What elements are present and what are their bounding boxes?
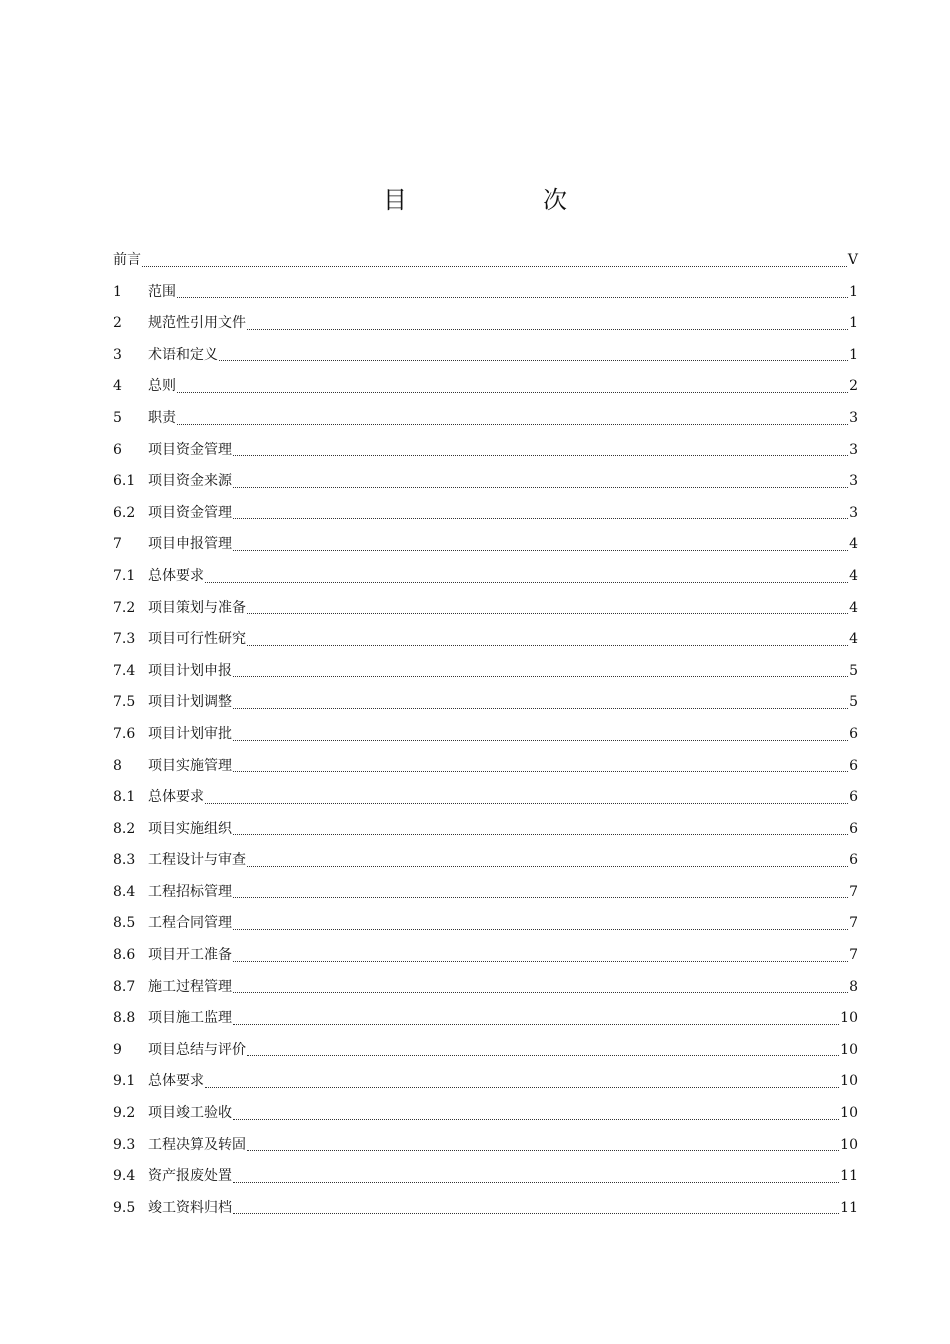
- toc-entry-label: 工程决算及转固: [148, 1136, 246, 1153]
- toc-entry-number: 8.1: [113, 789, 136, 806]
- toc-entry-number: 8.3: [113, 852, 136, 869]
- toc-entry[interactable]: [113, 1161, 858, 1193]
- toc-entry-number: 9.1: [113, 1073, 136, 1090]
- dot-leader: [142, 254, 847, 268]
- toc-entry[interactable]: [113, 435, 858, 467]
- toc-entry[interactable]: [113, 814, 858, 846]
- toc-entry-page-number: 4: [849, 567, 858, 584]
- toc-entry[interactable]: [113, 277, 858, 309]
- dot-leader: [247, 601, 848, 615]
- toc-entry[interactable]: [113, 656, 858, 688]
- toc-entry-page-number: 3: [849, 409, 858, 426]
- toc-title: 目 次: [383, 186, 623, 214]
- dot-leader: [247, 854, 848, 868]
- toc-entry[interactable]: [113, 1130, 858, 1162]
- toc-entry-number: 2: [113, 315, 122, 332]
- dot-leader: [233, 1170, 839, 1184]
- toc-entry-number: 5: [113, 409, 122, 426]
- toc-entry[interactable]: [113, 751, 858, 783]
- toc-entry-page-number: 5: [849, 694, 858, 711]
- toc-entry[interactable]: [113, 403, 858, 435]
- toc-entry[interactable]: [113, 782, 858, 814]
- toc-entry-page-number: 1: [849, 315, 858, 332]
- dot-leader: [233, 475, 848, 489]
- toc-entry-page-number: 3: [849, 441, 858, 458]
- toc-entry-number: 8.6: [113, 947, 136, 964]
- toc-entry-page-number: 7: [849, 947, 858, 964]
- dot-leader: [233, 1201, 839, 1215]
- dot-leader: [233, 696, 848, 710]
- toc-entry-page-number: 3: [849, 504, 858, 521]
- dot-leader: [233, 506, 848, 520]
- dot-leader: [233, 759, 848, 773]
- toc-entry-number: 8.8: [113, 1010, 136, 1027]
- toc-entry-page-number: 6: [849, 757, 858, 774]
- toc-entry-page-number: 4: [849, 599, 858, 616]
- toc-entry-label: 项目申报管理: [148, 536, 232, 553]
- toc-entry-label: 项目实施组织: [148, 820, 232, 837]
- toc-entry-number: 9.5: [113, 1199, 136, 1216]
- toc-entry[interactable]: [113, 1003, 858, 1035]
- toc-entry-number: 7: [113, 536, 122, 553]
- toc-entry-label: 项目开工准备: [148, 947, 232, 964]
- toc-entry-number: 9: [113, 1041, 122, 1058]
- toc-entry[interactable]: [113, 1098, 858, 1130]
- toc-entry-page-number: 10: [840, 1041, 858, 1058]
- toc-entry-label: 资产报废处置: [148, 1168, 232, 1185]
- dot-leader: [247, 317, 848, 331]
- toc-entry[interactable]: [113, 845, 858, 877]
- toc-entry[interactable]: [113, 908, 858, 940]
- toc-entry-number: 7.4: [113, 662, 136, 679]
- toc-entry-label: 项目策划与准备: [148, 599, 246, 616]
- toc-entry-number: 8: [113, 757, 122, 774]
- toc-entry-page-number: 11: [840, 1199, 858, 1216]
- toc-entry-label: 总体要求: [148, 567, 204, 584]
- toc-entry[interactable]: [113, 719, 858, 751]
- toc-entry[interactable]: [113, 245, 858, 277]
- toc-entry-number: 7.6: [113, 725, 136, 742]
- toc-entry-label: 工程设计与审查: [148, 852, 246, 869]
- dot-leader: [233, 1012, 839, 1026]
- toc-entry-page-number: 6: [849, 789, 858, 806]
- toc-entry-page-number: 6: [849, 725, 858, 742]
- toc-entry[interactable]: [113, 687, 858, 719]
- toc-entry-number: 9.3: [113, 1136, 136, 1153]
- toc-entry-number: 7.2: [113, 599, 136, 616]
- toc-list: [113, 245, 858, 1224]
- toc-entry-label: 工程合同管理: [148, 915, 232, 932]
- toc-entry-label: 前言: [113, 252, 141, 268]
- toc-entry-label: 项目实施管理: [148, 757, 232, 774]
- toc-entry-number: 7.3: [113, 631, 136, 648]
- toc-entry[interactable]: [113, 1193, 858, 1225]
- toc-entry-page-number: 2: [849, 378, 858, 395]
- toc-entry[interactable]: [113, 529, 858, 561]
- dot-leader: [219, 348, 848, 362]
- toc-entry-page-number: 10: [840, 1010, 858, 1027]
- toc-entry-page-number: 7: [849, 915, 858, 932]
- toc-entry-page-number: 10: [840, 1136, 858, 1153]
- dot-leader: [233, 822, 848, 836]
- toc-entry-number: 7.1: [113, 567, 136, 584]
- dot-leader: [233, 664, 848, 678]
- dot-leader: [177, 285, 848, 299]
- toc-entry-number: 6: [113, 441, 122, 458]
- toc-entry-page-number: 1: [849, 346, 858, 363]
- dot-leader: [233, 949, 848, 963]
- toc-entry-label: 术语和定义: [148, 346, 218, 363]
- dot-leader: [177, 412, 848, 426]
- toc-entry-number: 6.2: [113, 504, 136, 521]
- toc-entry-number: 4: [113, 378, 122, 395]
- toc-entry-label: 项目可行性研究: [148, 631, 246, 648]
- toc-entry-label: 项目计划调整: [148, 694, 232, 711]
- toc-entry-page-number: 6: [849, 820, 858, 837]
- dot-leader: [233, 980, 848, 994]
- toc-entry-page-number: 6: [849, 852, 858, 869]
- toc-entry[interactable]: [113, 940, 858, 972]
- toc-entry-number: 8.2: [113, 820, 136, 837]
- toc-entry-page-number: 10: [840, 1073, 858, 1090]
- toc-entry-number: 8.4: [113, 883, 136, 900]
- toc-entry[interactable]: [113, 308, 858, 340]
- toc-entry-page-number: 4: [849, 631, 858, 648]
- toc-entry-page-number: 11: [840, 1168, 858, 1185]
- toc-entry-label: 项目总结与评价: [148, 1041, 246, 1058]
- toc-entry[interactable]: [113, 877, 858, 909]
- toc-entry-label: 总则: [148, 378, 176, 395]
- dot-leader: [247, 1043, 839, 1057]
- toc-entry[interactable]: [113, 1035, 858, 1067]
- toc-entry-page-number: 8: [849, 978, 858, 995]
- toc-entry-number: 9.4: [113, 1168, 136, 1185]
- dot-leader: [233, 443, 848, 457]
- dot-leader: [205, 1075, 839, 1089]
- toc-entry-label: 规范性引用文件: [148, 315, 246, 332]
- toc-entry[interactable]: [113, 498, 858, 530]
- dot-leader: [205, 791, 848, 805]
- toc-entry[interactable]: [113, 1066, 858, 1098]
- toc-entry[interactable]: [113, 466, 858, 498]
- toc-entry-label: 项目资金管理: [148, 504, 232, 521]
- toc-entry-label: 项目竣工验收: [148, 1105, 232, 1122]
- toc-entry-label: 竣工资料归档: [148, 1199, 232, 1216]
- toc-entry-number: 8.5: [113, 915, 136, 932]
- toc-entry[interactable]: [113, 624, 858, 656]
- toc-entry-number: 1: [113, 283, 122, 300]
- toc-entry[interactable]: [113, 371, 858, 403]
- toc-entry[interactable]: [113, 561, 858, 593]
- toc-entry-number: 8.7: [113, 978, 136, 995]
- toc-entry-label: 施工过程管理: [148, 978, 232, 995]
- toc-entry-label: 项目计划审批: [148, 725, 232, 742]
- dot-leader: [233, 728, 848, 742]
- dot-leader: [233, 1107, 839, 1121]
- toc-entry-label: 项目计划申报: [148, 662, 232, 679]
- dot-leader: [247, 633, 848, 647]
- toc-entry[interactable]: [113, 340, 858, 372]
- toc-entry-number: 9.2: [113, 1105, 136, 1122]
- toc-entry-page-number: 4: [849, 536, 858, 553]
- toc-entry-number: 7.5: [113, 694, 136, 711]
- toc-entry-page-number: 5: [849, 662, 858, 679]
- toc-entry-number: 6.1: [113, 473, 136, 490]
- toc-entry-label: 总体要求: [148, 1073, 204, 1090]
- toc-entry-label: 项目资金来源: [148, 473, 232, 490]
- toc-entry-number: 3: [113, 346, 122, 363]
- toc-entry-label: 范围: [148, 283, 176, 300]
- toc-entry-label: 总体要求: [148, 789, 204, 806]
- dot-leader: [233, 538, 848, 552]
- toc-entry-label: 职责: [148, 409, 176, 426]
- toc-entry-page-number: 10: [840, 1105, 858, 1122]
- toc-entry-page-number: 1: [849, 283, 858, 300]
- dot-leader: [247, 1138, 839, 1152]
- dot-leader: [233, 917, 848, 931]
- dot-leader: [205, 570, 848, 584]
- toc-entry[interactable]: [113, 593, 858, 625]
- toc-entry-label: 项目资金管理: [148, 441, 232, 458]
- toc-entry[interactable]: [113, 972, 858, 1004]
- toc-entry-page-number: V: [847, 252, 858, 268]
- dot-leader: [233, 885, 848, 899]
- toc-entry-page-number: 7: [849, 883, 858, 900]
- toc-entry-label: 工程招标管理: [148, 883, 232, 900]
- dot-leader: [177, 380, 848, 394]
- toc-entry-page-number: 3: [849, 473, 858, 490]
- toc-entry-label: 项目施工监理: [148, 1010, 232, 1027]
